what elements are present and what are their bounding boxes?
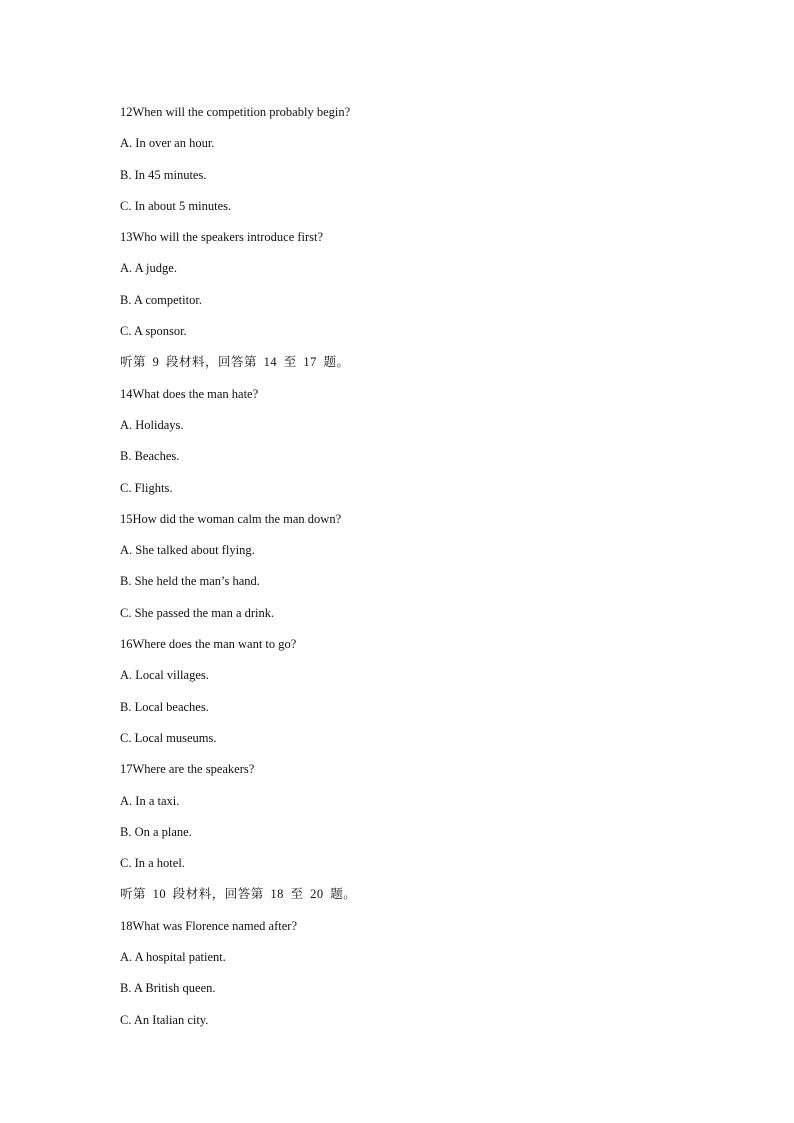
- question-15: 15How did the woman calm the man down?: [120, 511, 342, 526]
- option-12b: B. In 45 minutes.: [120, 167, 207, 182]
- document-page: [120, 103, 760, 1042]
- option-13c: C. A sponsor.: [120, 324, 187, 339]
- option-13b: B. A competitor.: [120, 292, 202, 307]
- option-12a: A. In over an hour.: [120, 136, 215, 151]
- option-14a: A. Holidays.: [120, 417, 184, 432]
- option-17b: B. On a plane.: [120, 824, 192, 839]
- option-18a: A. A hospital patient.: [120, 950, 226, 965]
- option-18b: B. A British queen.: [120, 981, 216, 996]
- question-14: 14What does the man hate?: [120, 386, 259, 401]
- question-16: 16Where does the man want to go?: [120, 637, 297, 652]
- option-16a: A. Local villages.: [120, 668, 209, 683]
- section-instruction-10: 听第 10 段材料，回答第 18 至 20 题。: [120, 887, 357, 902]
- option-16b: B. Local beaches.: [120, 699, 209, 714]
- option-15a: A. She talked about flying.: [120, 543, 255, 558]
- option-17c: C. In a hotel.: [120, 856, 185, 871]
- option-17a: A. In a taxi.: [120, 793, 180, 808]
- question-18: 18What was Florence named after?: [120, 918, 298, 933]
- option-15b: B. She held the man’s hand.: [120, 574, 260, 589]
- option-12c: C. In about 5 minutes.: [120, 198, 232, 213]
- option-15c: C. She passed the man a drink.: [120, 605, 275, 620]
- question-13: 13Who will the speakers introduce first?: [120, 230, 324, 245]
- option-18c: C. An Italian city.: [120, 1012, 209, 1027]
- option-14b: B. Beaches.: [120, 449, 180, 464]
- option-13a: A. A judge.: [120, 261, 177, 276]
- option-14c: C. Flights.: [120, 480, 173, 495]
- option-16c: C. Local museums.: [120, 730, 217, 745]
- section-instruction-9: 听第 9 段材料，回答第 14 至 17 题。: [120, 355, 350, 370]
- question-12: 12When will the competition probably begin?: [120, 105, 351, 119]
- question-17: 17Where are the speakers?: [120, 762, 255, 777]
